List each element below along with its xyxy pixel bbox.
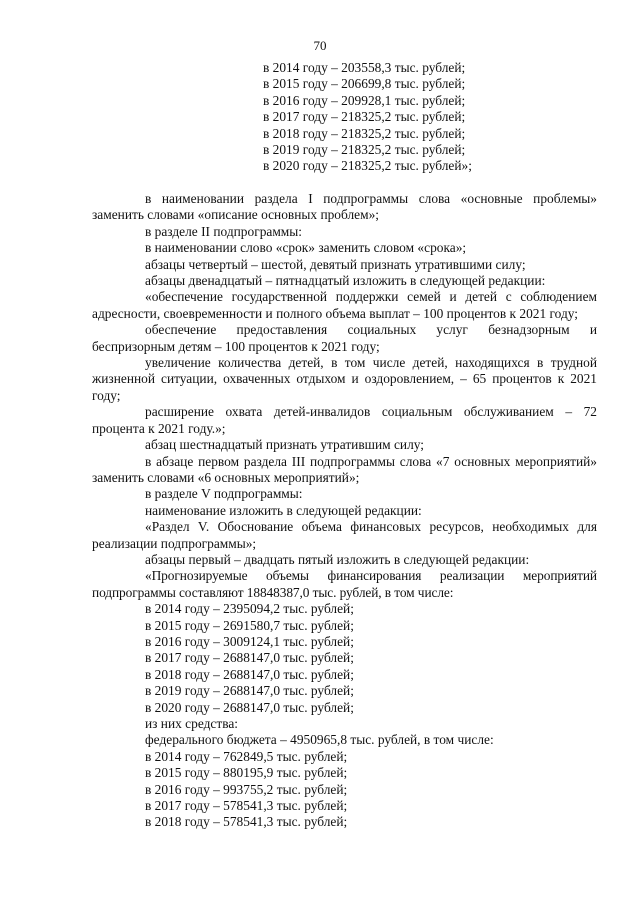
- list-item: в 2019 году – 2688147,0 тыс. рублей;: [145, 683, 354, 699]
- paragraph: абзац шестнадцатый признать утратившим силу;: [145, 437, 424, 453]
- list-item: в 2017 году – 2688147,0 тыс. рублей;: [145, 650, 354, 666]
- of-them-label: из них средства:: [145, 716, 239, 731]
- list-item: в 2015 году – 2691580,7 тыс. рублей;: [145, 617, 354, 633]
- list-item: в 2020 году – 2688147,0 тыс. рублей;: [145, 699, 354, 715]
- paragraph: наименование изложить в следующей редакции:: [145, 502, 422, 518]
- list-item: в 2018 году – 2688147,0 тыс. рублей;: [145, 666, 354, 682]
- paragraph: «обеспечение государственной поддержки семей и детей с соблюдением адресности, своевременности и полного объема выплат – 100 процентов к 2021 году;: [92, 289, 597, 321]
- list-item: в 2014 году – 203558,3 тыс. рублей;: [263, 60, 466, 75]
- paragraph: в разделе V подпрограммы:: [145, 486, 303, 502]
- list-item: в 2014 году – 762849,5 тыс. рублей;: [145, 748, 348, 764]
- paragraph: в разделе II подпрограммы:: [145, 223, 302, 239]
- paragraph: абзацы первый – двадцать пятый изложить в следующей редакции:: [145, 551, 530, 567]
- list-item: в 2017 году – 578541,3 тыс. рублей;: [145, 798, 348, 814]
- federal-budget-label: федерального бюджета – 4950965,8 тыс. рублей, в том числе:: [145, 732, 494, 748]
- list-item: в 2015 году – 880195,9 тыс. рублей;: [145, 765, 348, 781]
- paragraph: «Прогнозируемые объемы финансирования реализации мероприятий подпрограммы составляют 18848387,0 тыс. рублей, в том числе:: [92, 568, 597, 600]
- list-item: в 2018 году – 218325,2 тыс. рублей;: [263, 125, 466, 141]
- paragraph: расширение охвата детей-инвалидов социальным обслуживанием – 72 процента к 2021 году.»;: [92, 404, 597, 436]
- top-year-list: [263, 60, 563, 175]
- list-item: в 2018 году – 578541,3 тыс. рублей;: [145, 814, 348, 830]
- paragraph: обеспечение предоставления социальных услуг безнадзорным и беспризорным детям – 100 процентов к 2021 году;: [92, 322, 597, 354]
- paragraph: «Раздел V. Обоснование объема финансовых ресурсов, необходимых для реализации подпрограммы»;: [92, 519, 597, 551]
- list-item: в 2016 году – 209928,1 тыс. рублей;: [263, 92, 466, 108]
- list-item: в 2016 году – 3009124,1 тыс. рублей;: [145, 633, 354, 649]
- page-number: 70: [313, 38, 327, 53]
- document-body: [92, 191, 597, 831]
- list-item: в 2020 году – 218325,2 тыс. рублей»;: [263, 158, 472, 174]
- list-item: в 2019 году – 218325,2 тыс. рублей;: [263, 142, 466, 158]
- list-item: в 2017 году – 218325,2 тыс. рублей;: [263, 109, 466, 125]
- paragraph: абзацы четвертый – шестой, девятый признать утратившими силу;: [145, 256, 526, 272]
- paragraph: в абзаце первом раздела III подпрограммы слова «7 основных мероприятий» заменить словами «6 основных мероприятий»;: [92, 453, 597, 485]
- paragraph: в наименовании слово «срок» заменить словом «срока»;: [145, 240, 467, 256]
- list-item: в 2015 году – 206699,8 тыс. рублей;: [263, 76, 466, 92]
- list-item: в 2014 году – 2395094,2 тыс. рублей;: [145, 601, 354, 617]
- paragraph: увеличение количества детей, в том числе детей, находящихся в трудной жизненной ситуации, охваченных отдыхом и оздоровлением, – 65 процентов к 2021 году;: [92, 355, 597, 403]
- paragraph: в наименовании раздела I подпрограммы слова «основные проблемы» заменить словами «описание основных проблем»;: [92, 191, 597, 223]
- list-item: в 2016 году – 993755,2 тыс. рублей;: [145, 781, 348, 797]
- paragraph: абзацы двенадцатый – пятнадцатый изложить в следующей редакции:: [145, 273, 546, 289]
